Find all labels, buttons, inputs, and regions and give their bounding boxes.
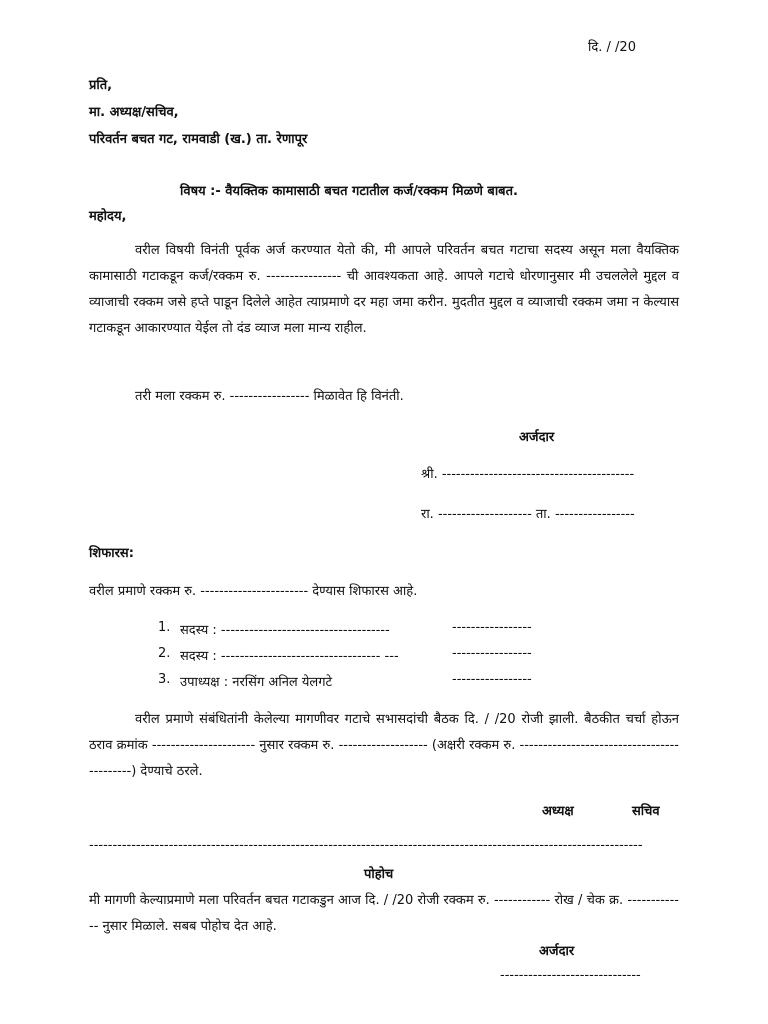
date-line: दि. / /20 <box>588 40 636 55</box>
member-label: सदस्य : ------------------------------------ <box>180 623 390 638</box>
member-number: 1. <box>158 620 171 635</box>
member-number: 2. <box>158 646 171 661</box>
separator-line: ---------------------------------------------------------------------------------------------------------------------- <box>89 838 643 853</box>
recipient-group: परिवर्तन बचत गट, रामवाडी (ख.) ता. रेणापूर <box>89 132 308 147</box>
member-number: 3. <box>158 672 171 687</box>
request-line: तरी मला रक्कम रु. ----------------- मिळावेत हि विनंती. <box>135 389 404 404</box>
member-sign-line: ----------------- <box>452 646 532 661</box>
applicant-title: अर्जदार <box>519 430 555 445</box>
receipt-paragraph: मी मागणी केल्याप्रमाणे मला परिवर्तन बचत गटाकडुन आज दि. / /20 रोजी रक्कम रु. ------------ रोख / चेक क्र. ------------- नुसार मिळाले. सबब पोहोच देत आहे. <box>89 893 679 934</box>
meeting-paragraph: वरील प्रमाणे संबंधितांनी केलेल्या मागणीवर गटाचे सभासदांची बैठक दि. / /20 रोजी झाली. बैठकीत चर्चा होऊन ठराव क्रमांक ---------------------- नुसार रक्कम रु. ------------------- (अक्षरी रक्कम रु. -------------------------------------------) देण्याचे ठरले. <box>89 712 679 779</box>
president-signature-label: अध्यक्ष <box>542 804 574 819</box>
receipt-applicant-title: अर्जदार <box>539 944 575 959</box>
subject-line: विषय :- वैयक्तिक कामासाठी बचत गटातील कर्ज/रक्कम मिळणे बाबत. <box>180 184 518 199</box>
recommendation-heading: शिफारस: <box>89 546 134 561</box>
body-paragraph: वरील विषयी विनंती पूर्वक अर्ज करण्यात येतो की, मी आपले परिवर्तन बचत गटाचा सदस्य असून मला वैयक्तिक कामासाठी गटाकडून कर्ज/रक्कम रु. ---------------- ची आवश्यकता आहे. आपले गटाचे धोरणानुसार मी उचललेले मुद्दल व व्याजाची रक्कम जसे हप्ते पाडून दिलेले आहेत त्याप्रमाणे दर महा जमा करीन. मुदतीत मुद्दल व व्याजाची रक्कम जमा न केल्यास गटाकडून आकारण्यात येईल तो दंड व्याज मला मान्य राहील. <box>89 243 679 336</box>
member-label: सदस्य : ---------------------------------- --- <box>180 649 399 664</box>
recipient-addressee: मा. अध्यक्ष/सचिव, <box>89 105 179 120</box>
secretary-signature-label: सचिव <box>632 804 660 819</box>
recommendation-line: वरील प्रमाणे रक्कम रु. ----------------------- देण्यास शिफारस आहे. <box>89 584 418 599</box>
receipt-heading: पोहोच <box>364 867 394 882</box>
member-label: उपाध्यक्ष : नरसिंग अनिल येलगटे <box>180 675 333 690</box>
recipient-to: प्रति, <box>89 78 113 93</box>
member-sign-line: ----------------- <box>452 672 532 687</box>
applicant-address-line: रा. -------------------- ता. ----------------- <box>421 507 635 522</box>
salutation: महोदय, <box>89 209 127 224</box>
member-sign-line: ----------------- <box>452 620 532 635</box>
receipt-sign-line: ------------------------------ <box>500 968 641 983</box>
applicant-name-line: श्री. ----------------------------------------- <box>421 467 635 482</box>
